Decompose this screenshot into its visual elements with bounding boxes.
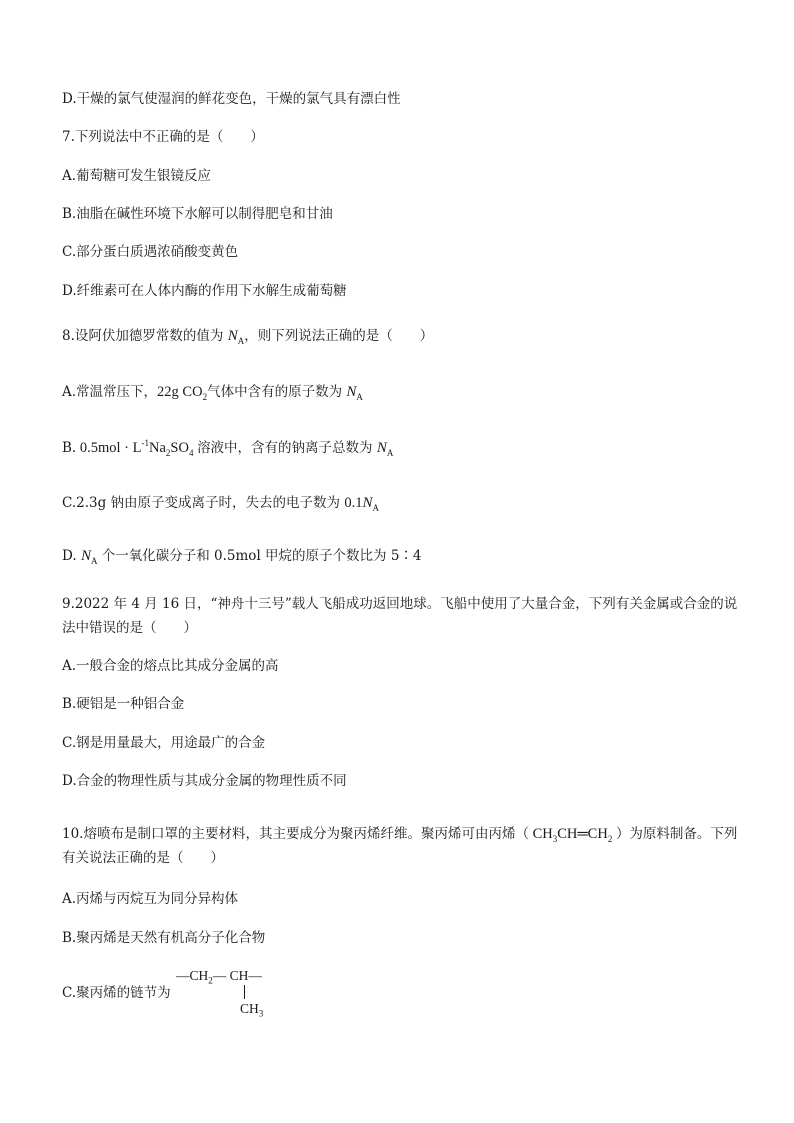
q10-option-a: A.丙烯与丙烷互为同分异构体: [62, 891, 239, 907]
q10-option-c: C.聚丙烯的链节为: [62, 985, 171, 1001]
q7-option-c: C.部分蛋白质遇浓硝酸变黄色: [62, 244, 239, 260]
q10-stem: 10.熔喷布是制口罩的主要材料，其主要成分为聚丙烯纤维。聚丙烯可由丙烯（ $CH_3CH═CH_2$ ）为原料制备。下列有关说法正确的是（ ）: [62, 826, 738, 866]
q9-option-c: C.钢是用量最大，用途最广的合金: [62, 735, 266, 751]
q7-stem: 7.下列说法中不正确的是（ ）: [62, 129, 264, 145]
q8-stem: [62, 329, 433, 344]
avogadro-symbol: $N_A$: [227, 328, 245, 346]
q8-option-c: C.2.3g 钠由原子变成离子时，失去的电子数为 $0.1N_A$: [62, 495, 379, 513]
q7-option-d: D.纤维素可在人体内酶的作用下水解生成葡萄糖: [62, 283, 347, 299]
avogadro-symbol: $N_A$: [80, 548, 98, 566]
propene-formula: $CH_3CH═CH_2$: [532, 826, 613, 844]
q7-option-a: A.葡萄糖可发生银镜反应: [62, 168, 212, 184]
electron-count: $0.1N_A$: [344, 495, 379, 513]
avogadro-symbol: $N_A$: [376, 440, 394, 458]
chain-bond-line: [244, 985, 245, 999]
q8-option-a: A.常温常压下，22g $CO_2$气体中含有的原子数为 $N_A$: [62, 384, 363, 402]
q8-option-b: B. $0.5mol \cdot L^{-1}Na_2SO_4$ 溶液中，含有的钠离子总数为 $N_A$: [62, 438, 394, 458]
q10-option-b: B.聚丙烯是天然有机高分子化合物: [62, 930, 266, 946]
q7-option-b: B.油脂在碱性环境下水解可以制得肥皂和甘油: [62, 206, 333, 222]
chain-backbone: $—CH_2—$ CH—: [176, 968, 262, 986]
q8-stem-text: 8.设阿伏加德罗常数的值为: [62, 328, 224, 344]
avogadro-symbol: $N_A$: [346, 384, 363, 402]
q9-stem: 9.2022 年 4 月 16 日，“神舟十三号”载人飞船成功返回地球。飞船中使用了大量合金，下列有关金属或合金的说法中错误的是（ ）: [62, 596, 738, 636]
co2-formula: 22g $CO_2$: [157, 384, 208, 402]
q9-option-b: B.硬铝是一种铝合金: [62, 696, 185, 712]
na2so4-solution: $0.5mol \cdot L^{-1}Na_2SO_4$: [79, 438, 194, 458]
q8-stem-tail: ，则下列说法正确的是（ ）: [244, 328, 434, 344]
polypropylene-repeat-unit: [176, 968, 296, 1020]
q6-option-d: D.干燥的氯气使湿润的鲜花变色，干燥的氯气具有漂白性: [62, 91, 401, 107]
q9-option-d: D.合金的物理性质与其成分金属的物理性质不同: [62, 773, 347, 789]
chain-methyl-group: $CH_3$: [240, 1001, 264, 1019]
q9-option-a: A.一般合金的熔点比其成分金属的高: [62, 658, 279, 674]
q8-option-d: D. $N_A$ 个一氧化碳分子和 0.5mol 甲烷的原子个数比为 5∶4: [62, 548, 422, 566]
